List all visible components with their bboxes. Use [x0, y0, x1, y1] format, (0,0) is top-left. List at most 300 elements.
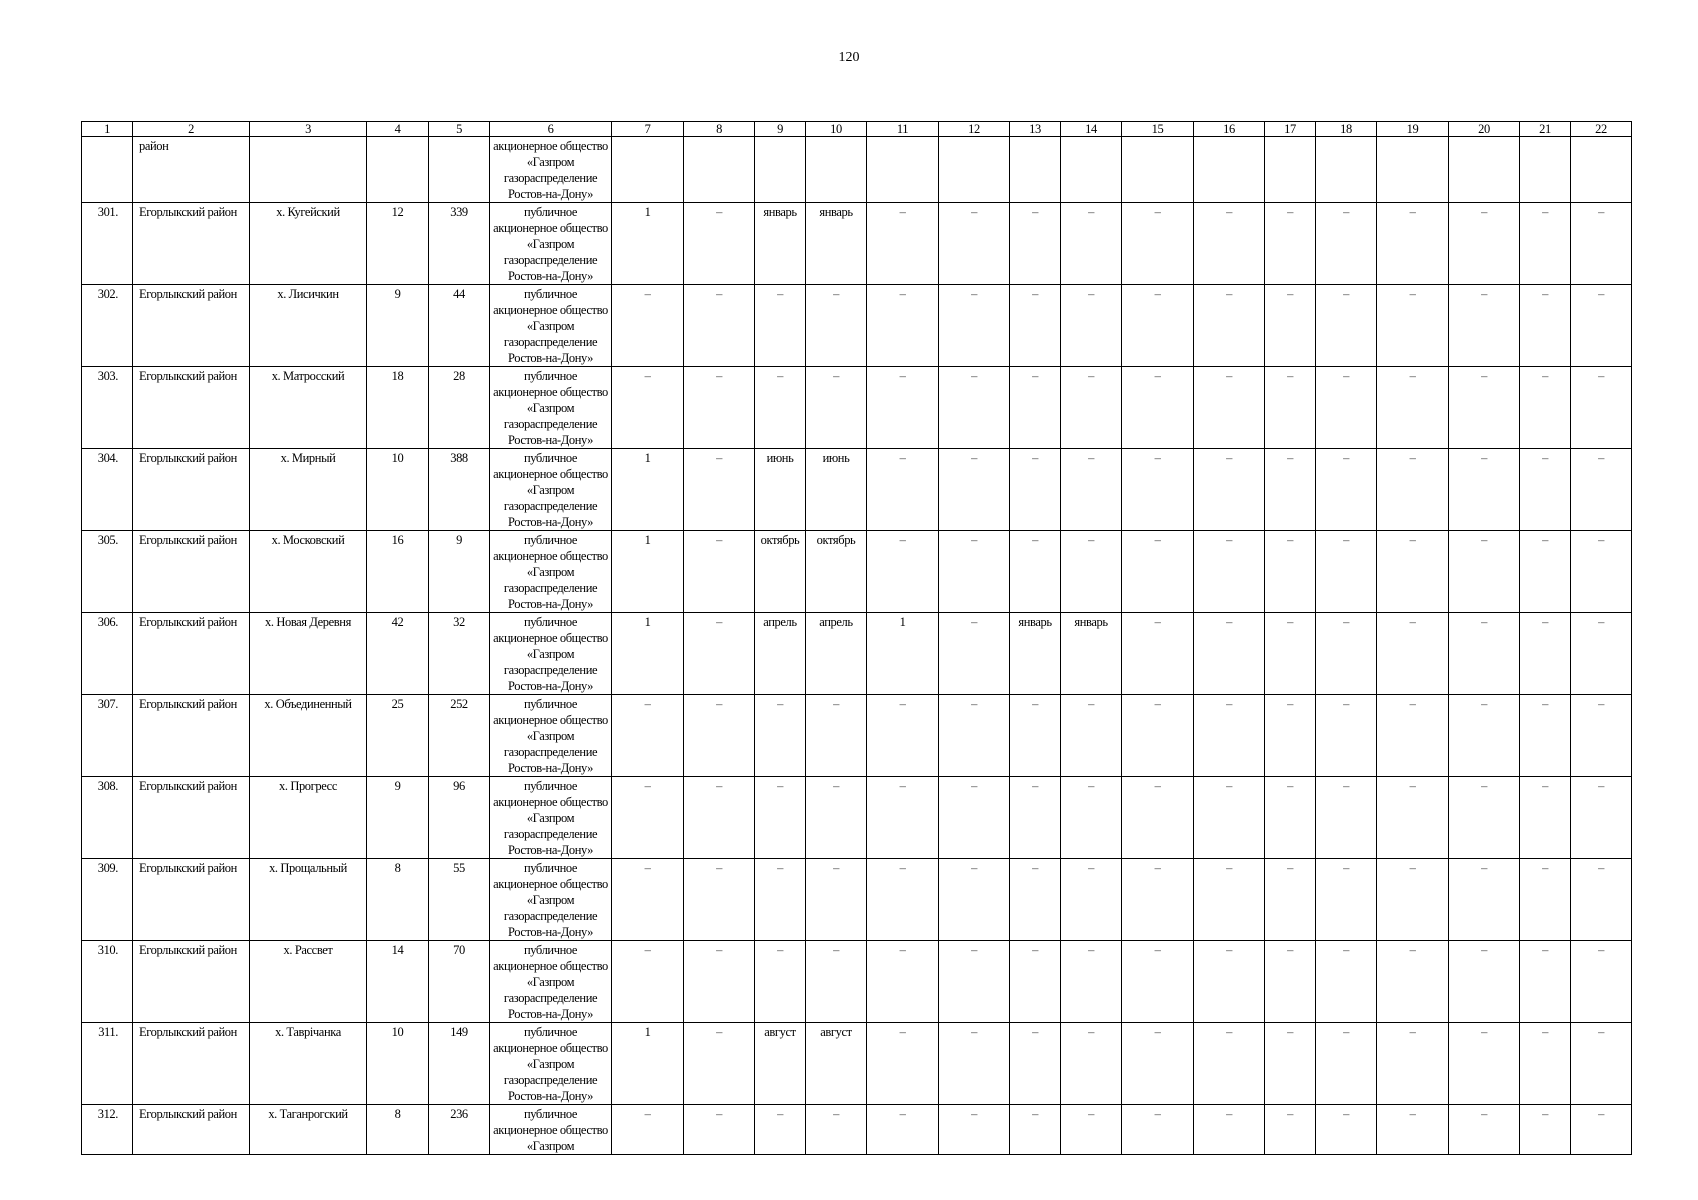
cell-col13: – — [1010, 367, 1061, 449]
table-row — [82, 1023, 1632, 1105]
cell-col13: – — [1010, 203, 1061, 285]
cell-col10: – — [806, 941, 867, 1023]
cell-col11: – — [867, 285, 939, 367]
cell-col11: – — [867, 367, 939, 449]
cell-col22 — [1571, 137, 1632, 203]
cell-col13: – — [1010, 449, 1061, 531]
table-row — [82, 859, 1632, 941]
cell-col18: – — [1316, 531, 1377, 613]
cell-col5: 28 — [429, 367, 490, 449]
cell-col16: – — [1194, 449, 1265, 531]
header-cell: 20 — [1449, 122, 1520, 137]
cell-col20: – — [1449, 1105, 1520, 1155]
cell-organization: публичное акционерное общество «Газпром — [490, 1105, 612, 1155]
cell-col9: апрель — [755, 613, 806, 695]
cell-col19: – — [1377, 695, 1449, 777]
header-cell: 5 — [429, 122, 490, 137]
cell-col21: – — [1520, 531, 1571, 613]
header-cell: 12 — [939, 122, 1010, 137]
cell-settlement: х. Новая Деревня — [250, 613, 367, 695]
cell-row-number: 305. — [82, 531, 133, 613]
cell-col19: – — [1377, 449, 1449, 531]
cell-col20: – — [1449, 941, 1520, 1023]
cell-organization: публичное акционерное общество «Газпром газораспределение Ростов-на-Дону» — [490, 695, 612, 777]
cell-col15: – — [1122, 285, 1194, 367]
cell-col16: – — [1194, 695, 1265, 777]
cell-col14: – — [1061, 285, 1122, 367]
cell-col13: – — [1010, 941, 1061, 1023]
cell-col21: – — [1520, 1023, 1571, 1105]
cell-col9: октябрь — [755, 531, 806, 613]
cell-col20: – — [1449, 367, 1520, 449]
cell-col10: – — [806, 777, 867, 859]
header-cell: 1 — [82, 122, 133, 137]
cell-col20 — [1449, 137, 1520, 203]
cell-col5: 9 — [429, 531, 490, 613]
cell-col4: 25 — [367, 695, 429, 777]
cell-district: Егорлыкский район — [133, 449, 250, 531]
gasification-schedule-table — [81, 121, 1632, 1155]
cell-col22: – — [1571, 941, 1632, 1023]
cell-col18: – — [1316, 449, 1377, 531]
cell-organization: публичное акционерное общество «Газпром газораспределение Ростов-на-Дону» — [490, 613, 612, 695]
cell-col20: – — [1449, 777, 1520, 859]
cell-col12: – — [939, 777, 1010, 859]
cell-col11: – — [867, 777, 939, 859]
cell-organization: публичное акционерное общество «Газпром газораспределение Ростов-на-Дону» — [490, 1023, 612, 1105]
cell-col15: – — [1122, 449, 1194, 531]
cell-col19: – — [1377, 1105, 1449, 1155]
cell-col9: январь — [755, 203, 806, 285]
cell-col7: 1 — [612, 531, 684, 613]
cell-col15: – — [1122, 941, 1194, 1023]
cell-col22: – — [1571, 285, 1632, 367]
cell-col7: – — [612, 367, 684, 449]
cell-col21: – — [1520, 941, 1571, 1023]
cell-col16: – — [1194, 285, 1265, 367]
cell-col14: – — [1061, 859, 1122, 941]
cell-col14: – — [1061, 1105, 1122, 1155]
cell-col21: – — [1520, 695, 1571, 777]
cell-col7: – — [612, 285, 684, 367]
cell-col15: – — [1122, 1105, 1194, 1155]
cell-col16: – — [1194, 777, 1265, 859]
cell-col8: – — [684, 285, 755, 367]
cell-col18: – — [1316, 285, 1377, 367]
cell-organization: публичное акционерное общество «Газпром газораспределение Ростов-на-Дону» — [490, 449, 612, 531]
cell-col18: – — [1316, 777, 1377, 859]
cell-col22: – — [1571, 531, 1632, 613]
cell-settlement: х. Кугейский — [250, 203, 367, 285]
continuation-row — [82, 137, 1632, 203]
cell-col17: – — [1265, 695, 1316, 777]
cell-col12: – — [939, 449, 1010, 531]
cell-settlement: х. Объединенный — [250, 695, 367, 777]
cell-col17 — [1265, 137, 1316, 203]
header-cell: 14 — [1061, 122, 1122, 137]
cell-organization: публичное акционерное общество «Газпром газораспределение Ростов-на-Дону» — [490, 941, 612, 1023]
cell-district: Егорлыкский район — [133, 1105, 250, 1155]
cell-col1 — [82, 137, 133, 203]
cell-settlement: х. Прощальный — [250, 859, 367, 941]
cell-col13: январь — [1010, 613, 1061, 695]
cell-col11: – — [867, 531, 939, 613]
cell-col8: – — [684, 1105, 755, 1155]
cell-col8: – — [684, 859, 755, 941]
cell-col12: – — [939, 203, 1010, 285]
cell-col21: – — [1520, 203, 1571, 285]
cell-col7 — [612, 137, 684, 203]
cell-settlement: х. Рассвет — [250, 941, 367, 1023]
cell-col14: – — [1061, 531, 1122, 613]
cell-col15: – — [1122, 1023, 1194, 1105]
cell-settlement: х. Матросский — [250, 367, 367, 449]
cell-col8: – — [684, 941, 755, 1023]
table-row — [82, 367, 1632, 449]
cell-district-continued: район — [133, 137, 250, 203]
table-row — [82, 941, 1632, 1023]
cell-col18: – — [1316, 203, 1377, 285]
cell-col12: – — [939, 1023, 1010, 1105]
cell-col13: – — [1010, 859, 1061, 941]
cell-col19: – — [1377, 367, 1449, 449]
cell-col22: – — [1571, 1023, 1632, 1105]
cell-col9: июнь — [755, 449, 806, 531]
cell-district: Егорлыкский район — [133, 695, 250, 777]
cell-col16: – — [1194, 203, 1265, 285]
cell-col12: – — [939, 531, 1010, 613]
cell-district: Егорлыкский район — [133, 941, 250, 1023]
header-cell: 15 — [1122, 122, 1194, 137]
cell-col12: – — [939, 695, 1010, 777]
cell-col4: 9 — [367, 285, 429, 367]
cell-col4: 10 — [367, 1023, 429, 1105]
cell-col14: январь — [1061, 613, 1122, 695]
table-row — [82, 1105, 1632, 1155]
cell-settlement: х. Таганрогский — [250, 1105, 367, 1155]
cell-organization: публичное акционерное общество «Газпром газораспределение Ростов-на-Дону» — [490, 367, 612, 449]
cell-col13 — [1010, 137, 1061, 203]
cell-col10: – — [806, 859, 867, 941]
cell-col7: 1 — [612, 613, 684, 695]
page-number: 120 — [838, 50, 860, 65]
cell-col19: – — [1377, 285, 1449, 367]
cell-col10 — [806, 137, 867, 203]
cell-settlement: х. Московский — [250, 531, 367, 613]
cell-settlement: х. Лисичкин — [250, 285, 367, 367]
cell-col10: – — [806, 695, 867, 777]
table-row — [82, 777, 1632, 859]
cell-col15: – — [1122, 777, 1194, 859]
cell-col19: – — [1377, 613, 1449, 695]
cell-col11: – — [867, 1023, 939, 1105]
cell-col22: – — [1571, 1105, 1632, 1155]
cell-col16: – — [1194, 941, 1265, 1023]
cell-col19: – — [1377, 941, 1449, 1023]
cell-col21: – — [1520, 613, 1571, 695]
cell-col20: – — [1449, 695, 1520, 777]
cell-col7: 1 — [612, 1023, 684, 1105]
cell-col9: – — [755, 941, 806, 1023]
cell-col18 — [1316, 137, 1377, 203]
cell-col18: – — [1316, 367, 1377, 449]
cell-col14: – — [1061, 941, 1122, 1023]
cell-col14: – — [1061, 1023, 1122, 1105]
cell-organization: публичное акционерное общество «Газпром газораспределение Ростов-на-Дону» — [490, 859, 612, 941]
cell-row-number: 306. — [82, 613, 133, 695]
cell-col18: – — [1316, 695, 1377, 777]
cell-col11: – — [867, 203, 939, 285]
cell-col17: – — [1265, 613, 1316, 695]
cell-col5: 32 — [429, 613, 490, 695]
cell-row-number: 304. — [82, 449, 133, 531]
cell-col21: – — [1520, 1105, 1571, 1155]
cell-col16: – — [1194, 531, 1265, 613]
table-row — [82, 695, 1632, 777]
cell-col22: – — [1571, 449, 1632, 531]
cell-col10: август — [806, 1023, 867, 1105]
cell-col4: 16 — [367, 531, 429, 613]
cell-col7: 1 — [612, 203, 684, 285]
cell-col7: 1 — [612, 449, 684, 531]
cell-col12: – — [939, 367, 1010, 449]
cell-col11: – — [867, 941, 939, 1023]
cell-col15: – — [1122, 859, 1194, 941]
cell-col21: – — [1520, 859, 1571, 941]
cell-col4: 14 — [367, 941, 429, 1023]
header-cell: 4 — [367, 122, 429, 137]
cell-col10: октябрь — [806, 531, 867, 613]
cell-col11: – — [867, 695, 939, 777]
cell-col4: 12 — [367, 203, 429, 285]
cell-col5 — [429, 137, 490, 203]
cell-col22: – — [1571, 367, 1632, 449]
cell-col5: 252 — [429, 695, 490, 777]
cell-col5: 96 — [429, 777, 490, 859]
cell-col12: – — [939, 613, 1010, 695]
cell-col22: – — [1571, 203, 1632, 285]
table-row — [82, 613, 1632, 695]
cell-district: Егорлыкский район — [133, 859, 250, 941]
cell-col4: 8 — [367, 859, 429, 941]
cell-col11: – — [867, 449, 939, 531]
cell-col22: – — [1571, 859, 1632, 941]
cell-col21: – — [1520, 367, 1571, 449]
cell-col7: – — [612, 777, 684, 859]
cell-col7: – — [612, 695, 684, 777]
cell-col17: – — [1265, 449, 1316, 531]
cell-col20: – — [1449, 203, 1520, 285]
header-cell: 8 — [684, 122, 755, 137]
cell-col8: – — [684, 695, 755, 777]
cell-col17: – — [1265, 285, 1316, 367]
header-cell: 9 — [755, 122, 806, 137]
cell-col13: – — [1010, 1105, 1061, 1155]
header-cell: 6 — [490, 122, 612, 137]
cell-col19: – — [1377, 531, 1449, 613]
cell-col9: – — [755, 695, 806, 777]
header-cell: 19 — [1377, 122, 1449, 137]
cell-col12: – — [939, 859, 1010, 941]
cell-col14: – — [1061, 777, 1122, 859]
cell-col19: – — [1377, 1023, 1449, 1105]
cell-col17: – — [1265, 941, 1316, 1023]
cell-col10: январь — [806, 203, 867, 285]
cell-col19: – — [1377, 777, 1449, 859]
cell-col15: – — [1122, 203, 1194, 285]
cell-col16 — [1194, 137, 1265, 203]
cell-col8: – — [684, 613, 755, 695]
cell-col4: 18 — [367, 367, 429, 449]
cell-col18: – — [1316, 613, 1377, 695]
cell-col4: 8 — [367, 1105, 429, 1155]
table-row — [82, 531, 1632, 613]
cell-col9: – — [755, 285, 806, 367]
cell-col7: – — [612, 941, 684, 1023]
cell-col22: – — [1571, 777, 1632, 859]
cell-col17: – — [1265, 859, 1316, 941]
cell-col13: – — [1010, 531, 1061, 613]
cell-organization: публичное акционерное общество «Газпром газораспределение Ростов-на-Дону» — [490, 203, 612, 285]
cell-col21: – — [1520, 449, 1571, 531]
header-cell: 18 — [1316, 122, 1377, 137]
cell-col12: – — [939, 285, 1010, 367]
cell-row-number: 311. — [82, 1023, 133, 1105]
header-cell: 22 — [1571, 122, 1632, 137]
cell-col9: – — [755, 859, 806, 941]
cell-col18: – — [1316, 859, 1377, 941]
header-cell: 2 — [133, 122, 250, 137]
cell-district: Егорлыкский район — [133, 777, 250, 859]
cell-col20: – — [1449, 531, 1520, 613]
header-row — [82, 122, 1632, 137]
header-cell: 10 — [806, 122, 867, 137]
cell-col5: 149 — [429, 1023, 490, 1105]
cell-col17: – — [1265, 1023, 1316, 1105]
cell-col22: – — [1571, 613, 1632, 695]
cell-col15: – — [1122, 613, 1194, 695]
header-cell: 16 — [1194, 122, 1265, 137]
table-row — [82, 285, 1632, 367]
cell-col5: 70 — [429, 941, 490, 1023]
cell-col5: 339 — [429, 203, 490, 285]
cell-col17: – — [1265, 203, 1316, 285]
cell-col14: – — [1061, 203, 1122, 285]
cell-col4 — [367, 137, 429, 203]
header-cell: 17 — [1265, 122, 1316, 137]
cell-col22: – — [1571, 695, 1632, 777]
cell-organization: публичное акционерное общество «Газпром газораспределение Ростов-на-Дону» — [490, 531, 612, 613]
header-cell: 13 — [1010, 122, 1061, 137]
cell-col9 — [755, 137, 806, 203]
cell-col5: 44 — [429, 285, 490, 367]
cell-col15: – — [1122, 531, 1194, 613]
cell-row-number: 302. — [82, 285, 133, 367]
cell-col13: – — [1010, 695, 1061, 777]
cell-col8: – — [684, 449, 755, 531]
cell-district: Егорлыкский район — [133, 1023, 250, 1105]
cell-col5: 55 — [429, 859, 490, 941]
cell-district: Егорлыкский район — [133, 613, 250, 695]
header-cell: 3 — [250, 122, 367, 137]
cell-col15 — [1122, 137, 1194, 203]
cell-col11 — [867, 137, 939, 203]
table-row — [82, 203, 1632, 285]
cell-col8: – — [684, 531, 755, 613]
cell-organization: публичное акционерное общество «Газпром газораспределение Ростов-на-Дону» — [490, 777, 612, 859]
cell-col15: – — [1122, 367, 1194, 449]
cell-district: Егорлыкский район — [133, 203, 250, 285]
header-cell: 7 — [612, 122, 684, 137]
cell-organization: публичное акционерное общество «Газпром газораспределение Ростов-на-Дону» — [490, 285, 612, 367]
cell-col7: – — [612, 1105, 684, 1155]
cell-col10: – — [806, 1105, 867, 1155]
cell-col21 — [1520, 137, 1571, 203]
cell-col8: – — [684, 1023, 755, 1105]
cell-col12: – — [939, 941, 1010, 1023]
cell-col9: – — [755, 777, 806, 859]
cell-col20: – — [1449, 285, 1520, 367]
cell-col7: – — [612, 859, 684, 941]
cell-row-number: 301. — [82, 203, 133, 285]
cell-col8: – — [684, 203, 755, 285]
cell-col14: – — [1061, 449, 1122, 531]
cell-col11: – — [867, 859, 939, 941]
cell-col16: – — [1194, 1023, 1265, 1105]
cell-col4: 42 — [367, 613, 429, 695]
cell-col20: – — [1449, 613, 1520, 695]
cell-col18: – — [1316, 941, 1377, 1023]
cell-col18: – — [1316, 1023, 1377, 1105]
cell-settlement: х. Таврічанка — [250, 1023, 367, 1105]
cell-col19: – — [1377, 859, 1449, 941]
cell-col20: – — [1449, 449, 1520, 531]
cell-col17: – — [1265, 777, 1316, 859]
cell-col20: – — [1449, 859, 1520, 941]
cell-col10: апрель — [806, 613, 867, 695]
cell-col14: – — [1061, 695, 1122, 777]
cell-col12 — [939, 137, 1010, 203]
cell-row-number: 308. — [82, 777, 133, 859]
cell-col10: июнь — [806, 449, 867, 531]
table-row — [82, 449, 1632, 531]
cell-row-number: 303. — [82, 367, 133, 449]
cell-district: Егорлыкский район — [133, 285, 250, 367]
header-cell: 21 — [1520, 122, 1571, 137]
cell-col12: – — [939, 1105, 1010, 1155]
cell-col15: – — [1122, 695, 1194, 777]
cell-col17: – — [1265, 1105, 1316, 1155]
cell-col9: – — [755, 367, 806, 449]
cell-col19: – — [1377, 203, 1449, 285]
cell-district: Егорлыкский район — [133, 367, 250, 449]
cell-col17: – — [1265, 531, 1316, 613]
header-cell: 11 — [867, 122, 939, 137]
cell-col4: 10 — [367, 449, 429, 531]
cell-col18: – — [1316, 1105, 1377, 1155]
cell-col21: – — [1520, 777, 1571, 859]
cell-col5: 388 — [429, 449, 490, 531]
cell-col3 — [250, 137, 367, 203]
cell-col8 — [684, 137, 755, 203]
cell-col9: август — [755, 1023, 806, 1105]
cell-col17: – — [1265, 367, 1316, 449]
cell-col5: 236 — [429, 1105, 490, 1155]
cell-col16: – — [1194, 1105, 1265, 1155]
cell-settlement: х. Прогресс — [250, 777, 367, 859]
cell-col8: – — [684, 367, 755, 449]
cell-row-number: 309. — [82, 859, 133, 941]
